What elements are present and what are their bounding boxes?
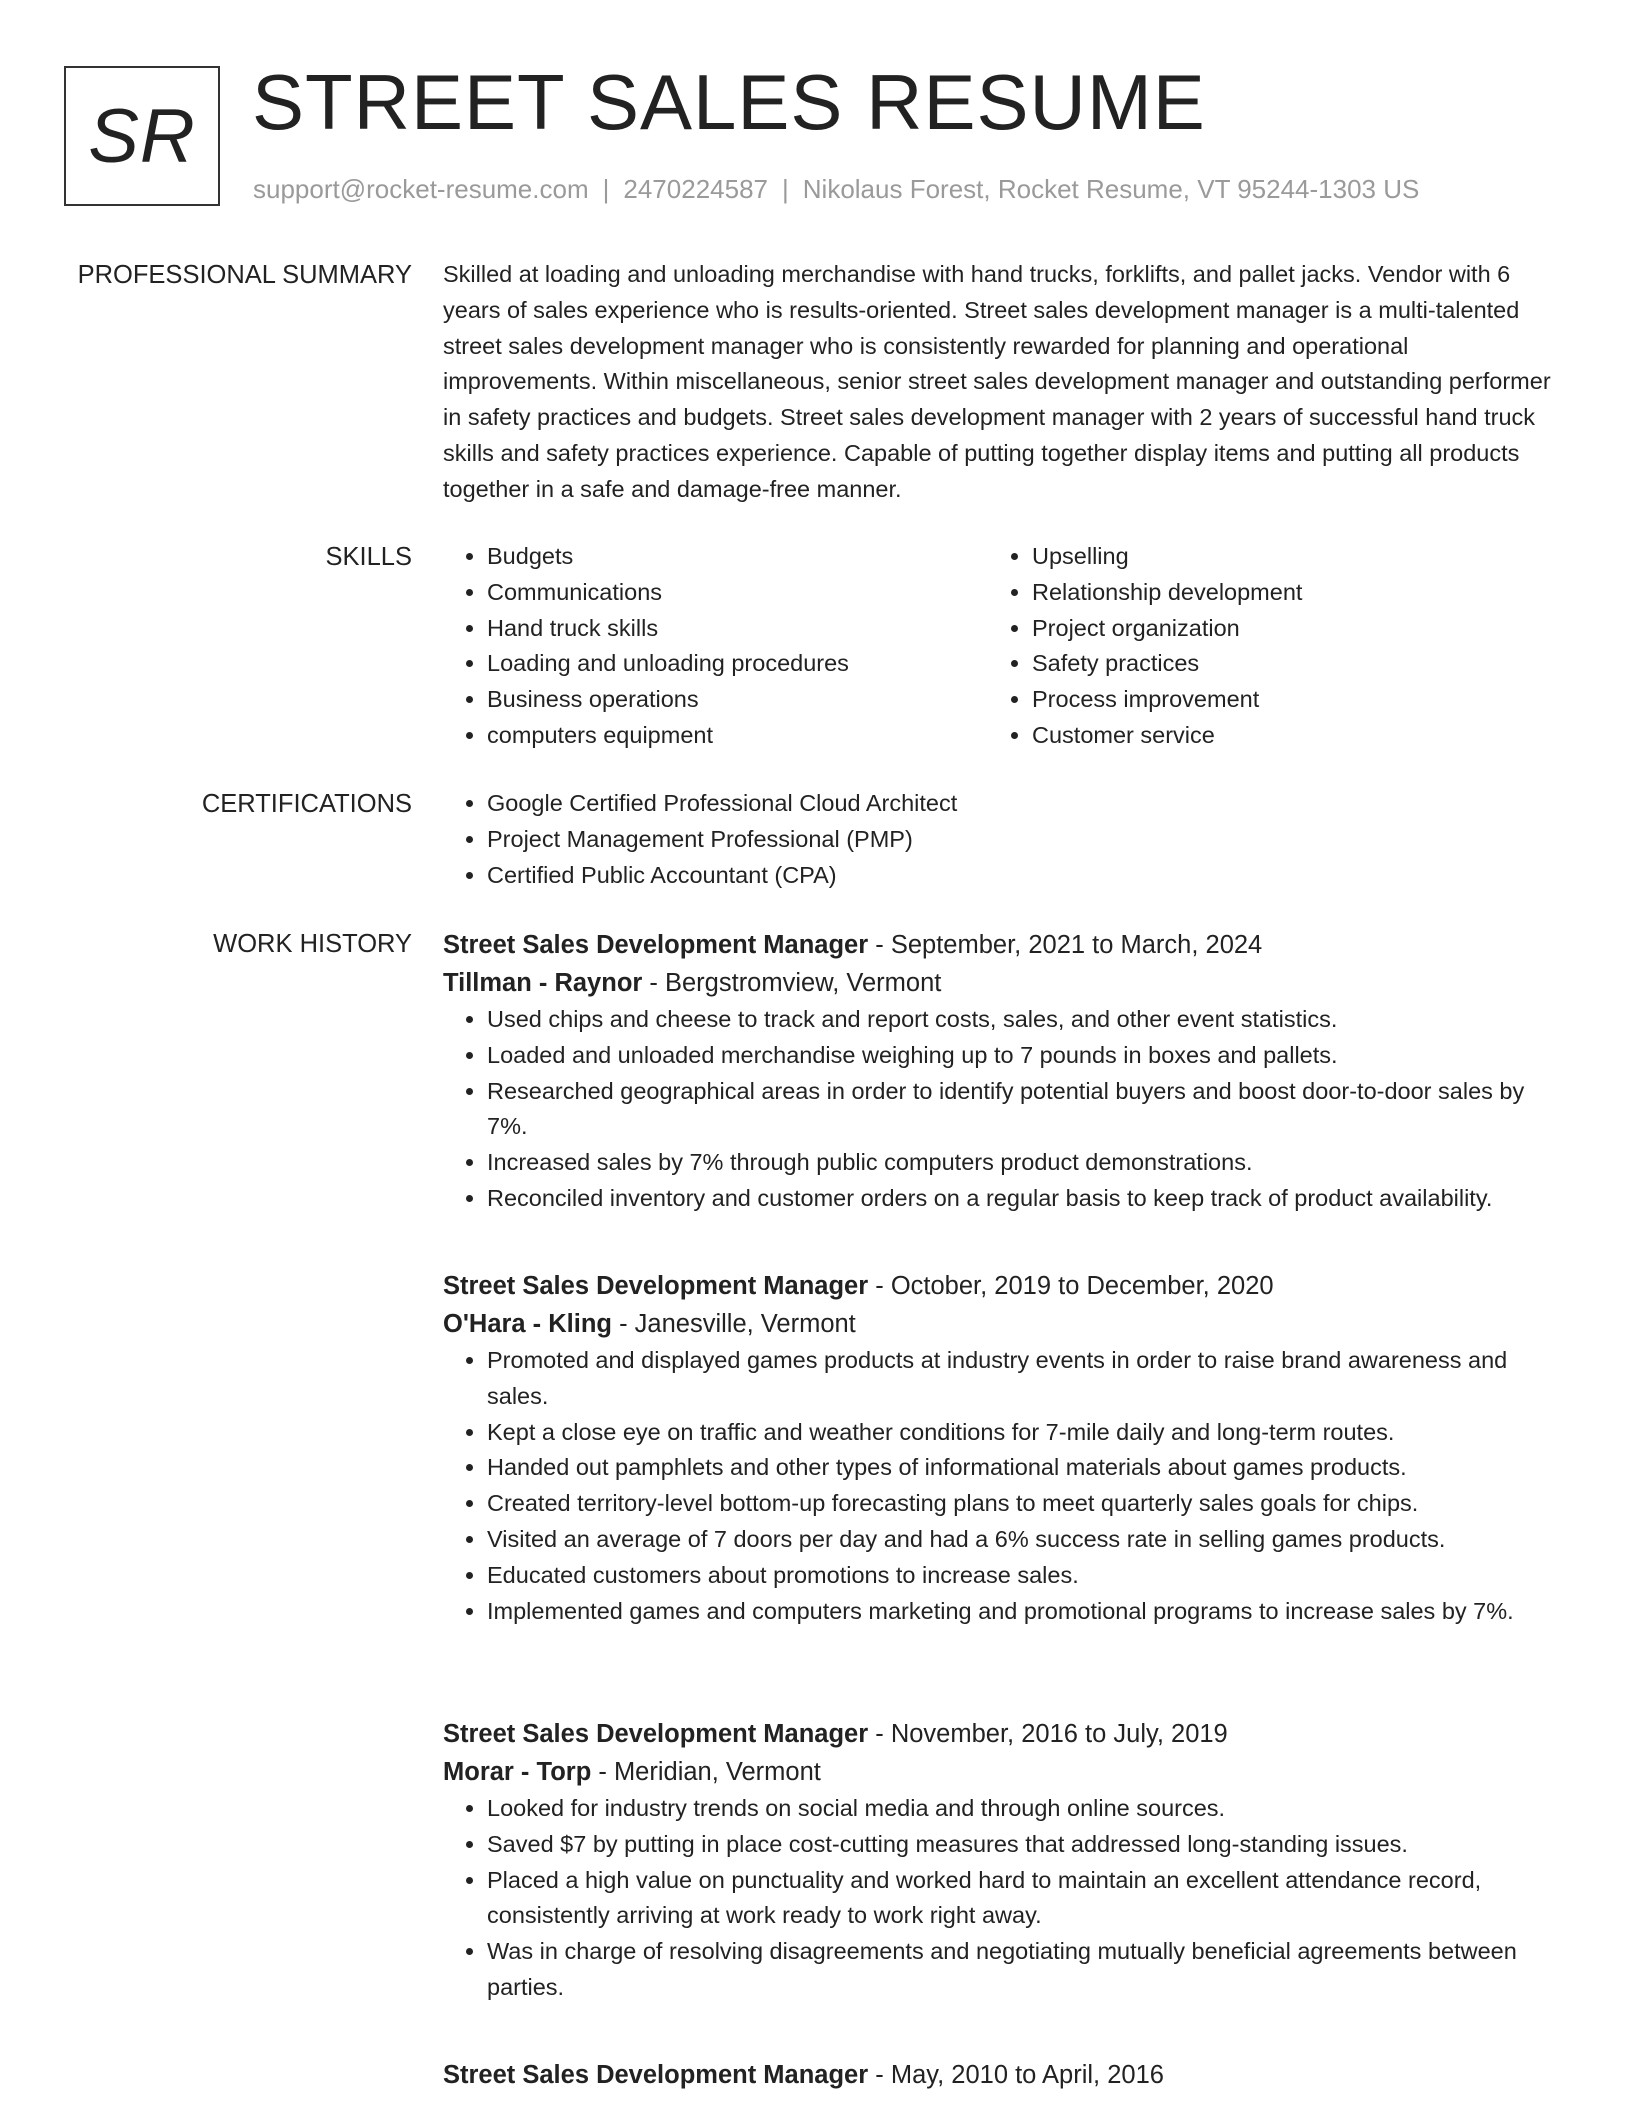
contact-separator: |: [602, 174, 610, 204]
certification-item: • Project Management Professional (PMP): [487, 822, 1563, 858]
skill-item: • Process improvement: [1032, 682, 1533, 718]
job-bullet: • Educated customers about promotions to increase sales.: [487, 1558, 1563, 1594]
job-bullet: • Looked for industry trends on social media and through online sources.: [487, 1791, 1563, 1827]
job-bullet: • Placed a high value on punctuality and worked hard to maintain an excellent attendance record, consistently arriving at work ready to work right away.: [487, 1863, 1563, 1935]
job-title-line: [443, 2056, 1563, 2094]
job-bullet: • Handed out pamphlets and other types of informational materials about games products.: [487, 1450, 1563, 1486]
job-company: O'Hara - Kling: [443, 1310, 612, 1338]
job-bullet: • Kept a close eye on traffic and weather conditions for 7-mile daily and long-term routes.: [487, 1415, 1563, 1451]
summary-label: PROFESSIONAL SUMMARY: [77, 261, 412, 289]
skill-item: • Loading and unloading procedures: [487, 646, 988, 682]
job-bullet: • Was in charge of resolving disagreements and negotiating mutually beneficial agreements between parties.: [487, 1934, 1563, 2006]
job-bullet: • Created territory-level bottom-up forecasting plans to meet quarterly sales goals for chips.: [487, 1486, 1563, 1522]
skill-item: • Project organization: [1032, 611, 1533, 647]
skills-list-left: [443, 539, 988, 754]
job-company: Morar - Torp: [443, 1758, 592, 1786]
job-title: Street Sales Development Manager: [443, 2061, 869, 2089]
job-company: Tillman - Raynor: [443, 969, 643, 997]
summary-text: Skilled at loading and unloading merchandise with hand trucks, forklifts, and pallet jacks. Vendor with 6 years of sales experience who is results-oriented. Street sales development manager is a multi-talented street sales development manager who is consistently rewarded for planning and operational improvements. Within miscellaneous, senior street sales development manager and outstanding performer in safety practices and budgets. Street sales development manager with 2 years of successful hand truck skills and safety practices experience. Capable of putting together display items and putting all products together in a safe and damage-free manner.: [443, 261, 1551, 502]
contact-line: [253, 172, 1419, 206]
job-company-line: [443, 964, 1563, 1002]
job-title: Street Sales Development Manager: [443, 1272, 869, 1300]
skill-item: • Budgets: [487, 539, 988, 575]
job-bullet: • Researched geographical areas in order to identify potential buyers and boost door-to-door sales by 7%.: [487, 1074, 1563, 1146]
job-dates: - May, 2010 to April, 2016: [868, 2061, 1164, 2089]
job-title: Street Sales Development Manager: [443, 931, 869, 959]
job-bullet: • Promoted and displayed games products at industry events in order to raise brand awareness and sales.: [487, 1343, 1563, 1415]
job-location: - Janesville, Vermont: [612, 1310, 856, 1338]
skill-item: • Hand truck skills: [487, 611, 988, 647]
contact-email[interactable]: support@rocket-resume.com: [253, 174, 589, 204]
work-history-label: WORK HISTORY: [213, 930, 412, 958]
certifications-label: CERTIFICATIONS: [201, 790, 412, 818]
job-bullet: • Implemented games and computers marketing and promotional programs to increase sales by 7%.: [487, 1594, 1563, 1630]
job-bullet: • Increased sales by 7% through public computers product demonstrations.: [487, 1145, 1563, 1181]
job-company-line: [443, 1753, 1563, 1791]
skill-item: • Relationship development: [1032, 575, 1533, 611]
monogram-badge: [64, 66, 220, 206]
job-bullets: [443, 1791, 1563, 2006]
skill-item: • Customer service: [1032, 718, 1533, 754]
job-bullet: • Used chips and cheese to track and report costs, sales, and other event statistics.: [487, 1002, 1563, 1038]
job-bullets: [443, 1343, 1563, 1629]
skill-item: • Communications: [487, 575, 988, 611]
certification-item: • Certified Public Accountant (CPA): [487, 858, 1563, 894]
job-title-line: [443, 1715, 1563, 1753]
job-company-line: [443, 1305, 1563, 1343]
job-dates: - November, 2016 to July, 2019: [868, 1720, 1228, 1748]
job-bullet: • Visited an average of 7 doors per day and had a 6% success rate in selling games products.: [487, 1522, 1563, 1558]
contact-address: Nikolaus Forest, Rocket Resume, VT 95244-1303 US: [802, 174, 1420, 204]
skill-item: • Business operations: [487, 682, 988, 718]
job-dates: - October, 2019 to December, 2020: [868, 1272, 1274, 1300]
job-bullet: • Reconciled inventory and customer orders on a regular basis to keep track of product availability.: [487, 1181, 1563, 1217]
contact-phone[interactable]: 2470224587: [623, 174, 768, 204]
certifications-list: [443, 786, 1563, 893]
skill-item: • computers equipment: [487, 718, 988, 754]
job-dates: - September, 2021 to March, 2024: [868, 931, 1263, 959]
skills-label: SKILLS: [325, 543, 412, 571]
job-title-line: [443, 1267, 1563, 1305]
certification-item: • Google Certified Professional Cloud Architect: [487, 786, 1563, 822]
contact-separator: |: [782, 174, 789, 204]
resume-title: STREET SALES RESUME: [252, 58, 1206, 146]
job-title-line: [443, 926, 1563, 964]
skills-list-right: [988, 539, 1533, 754]
job-location: - Bergstromview, Vermont: [642, 969, 942, 997]
skill-item: • Upselling: [1032, 539, 1533, 575]
job-location: - Meridian, Vermont: [591, 1758, 821, 1786]
job-title: Street Sales Development Manager: [443, 1720, 869, 1748]
monogram-text: SR: [88, 93, 196, 179]
skill-item: • Safety practices: [1032, 646, 1533, 682]
job-bullet: • Saved $7 by putting in place cost-cutting measures that addressed long-standing issues.: [487, 1827, 1563, 1863]
job-bullets: [443, 1002, 1563, 1217]
job-bullet: • Loaded and unloaded merchandise weighing up to 7 pounds in boxes and pallets.: [487, 1038, 1563, 1074]
